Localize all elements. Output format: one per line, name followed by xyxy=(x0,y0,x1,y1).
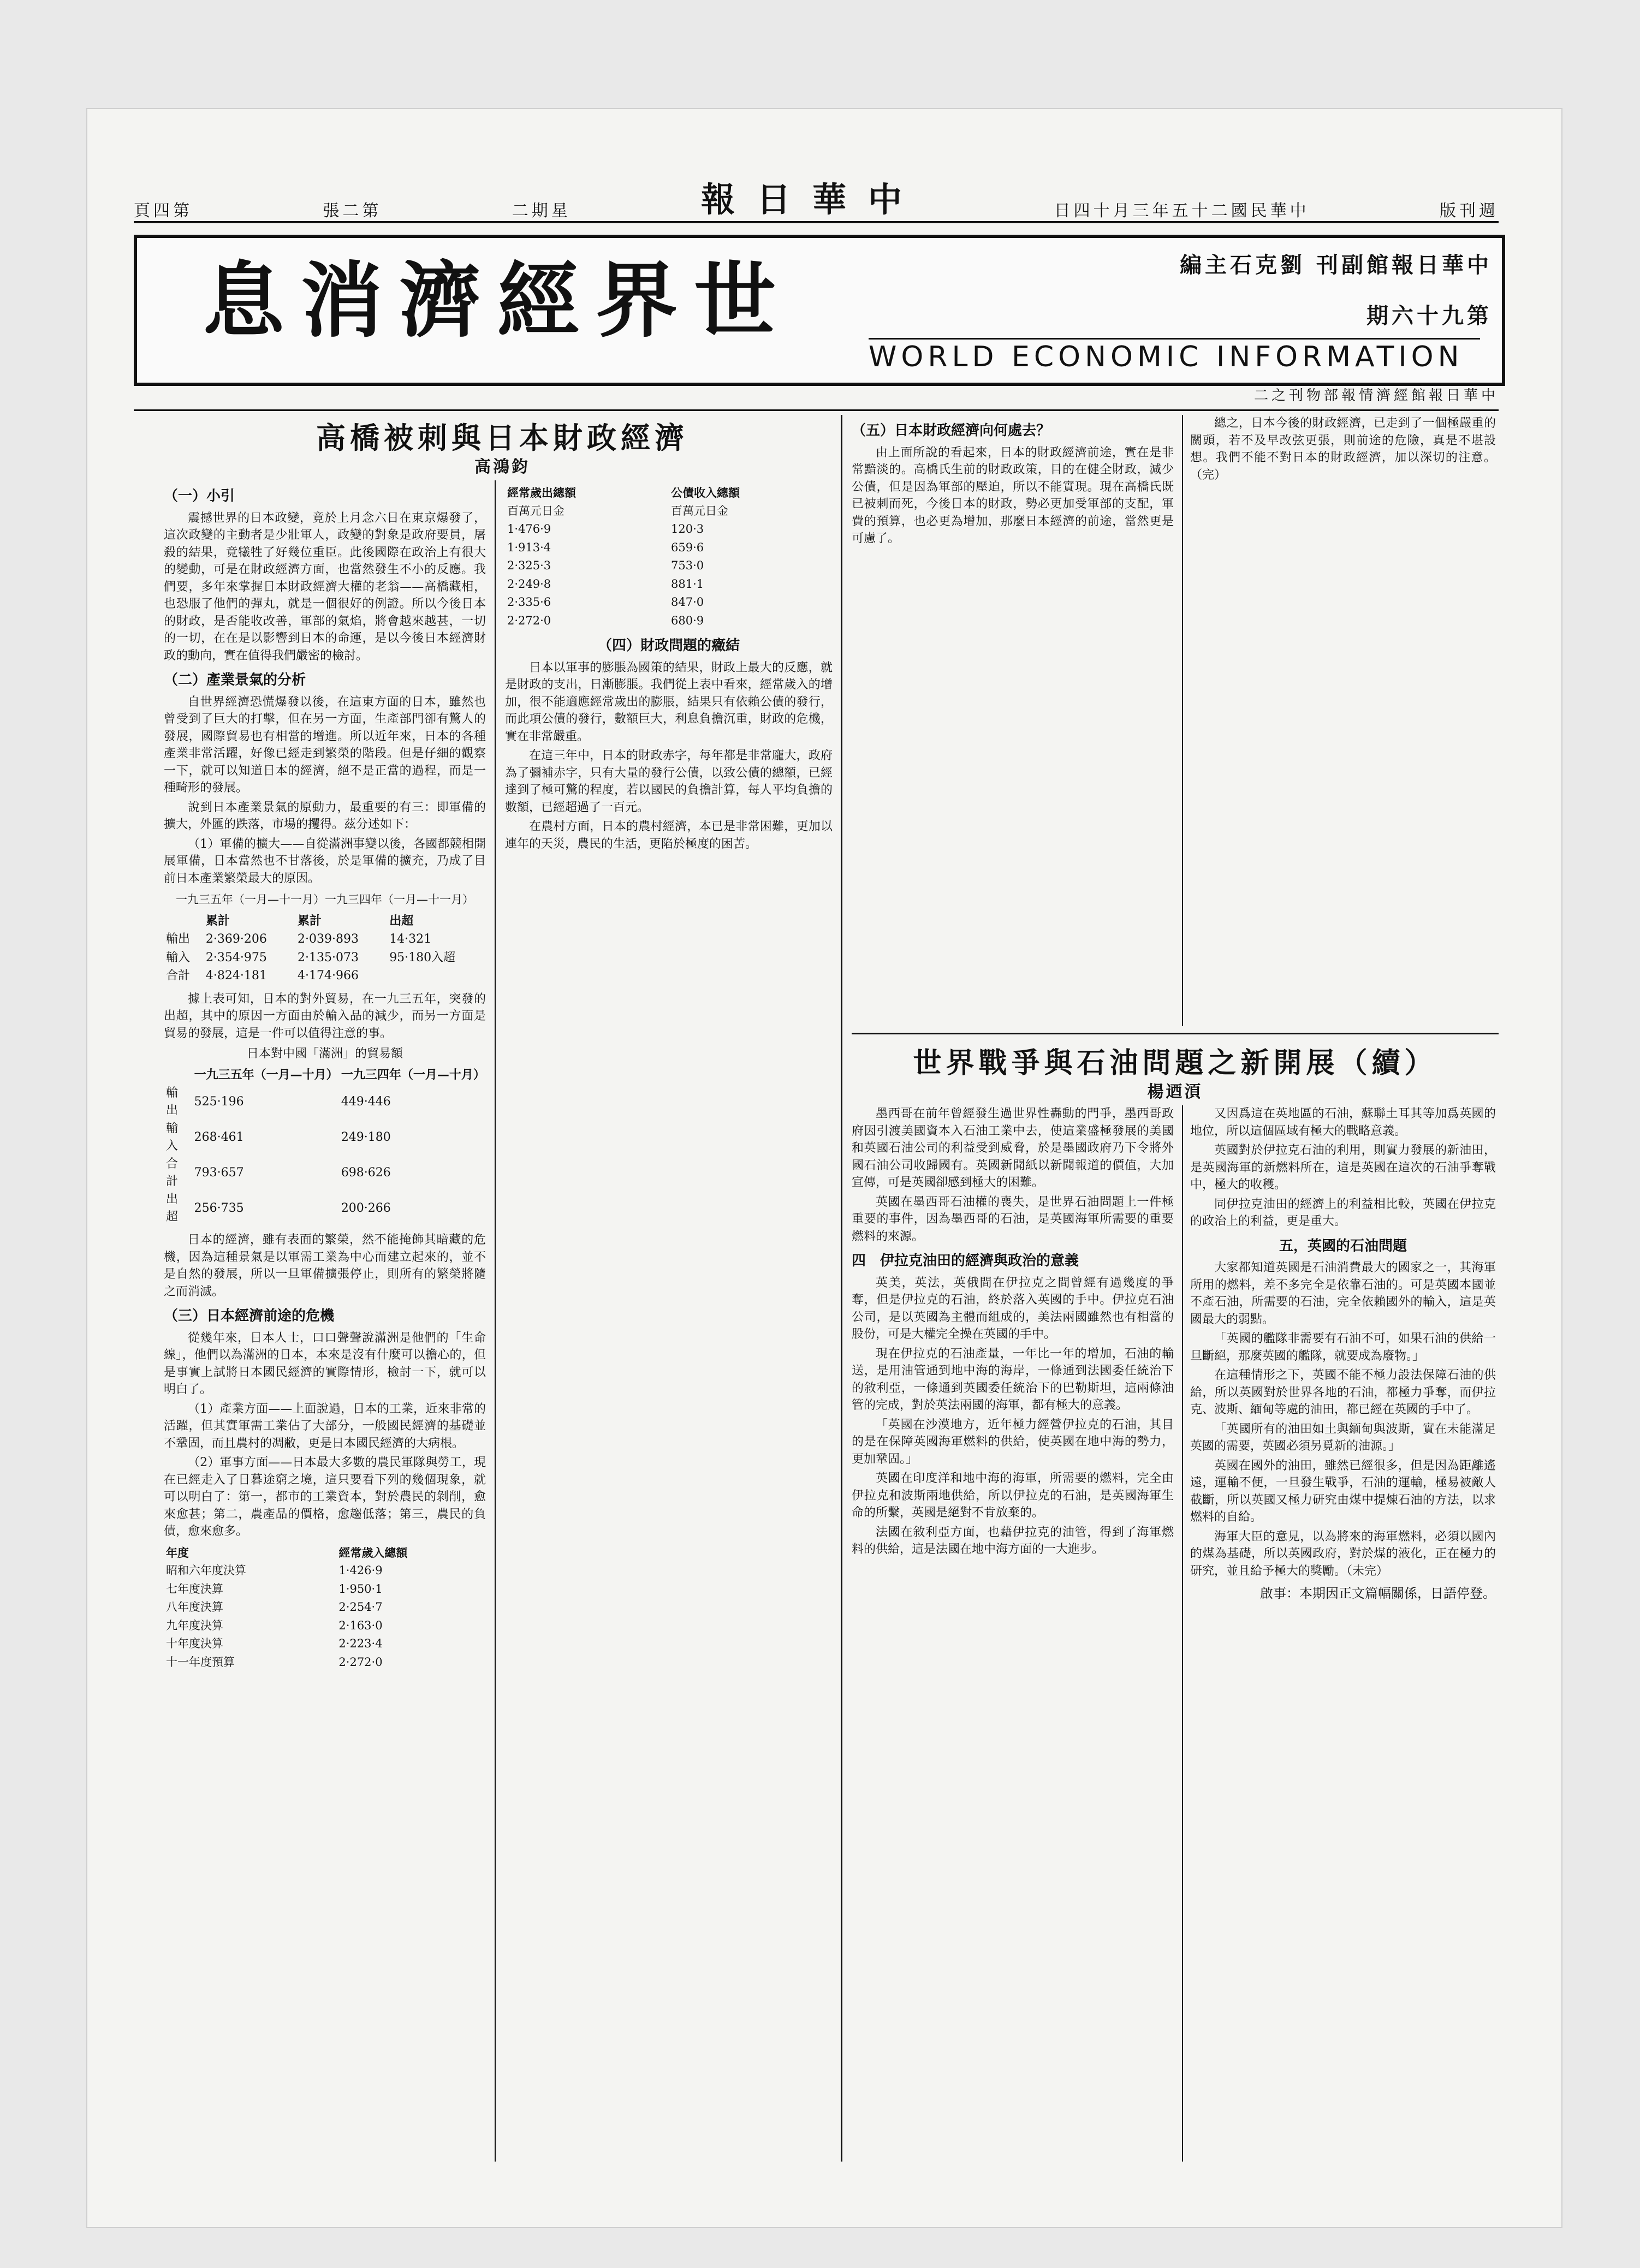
column-rule xyxy=(1182,1105,1183,2162)
table-row xyxy=(164,1617,486,1635)
table-cell: 698·626 xyxy=(341,1165,391,1180)
table-row xyxy=(164,1120,486,1155)
paragraph: 法國在敘利亞方面，也藉伊拉克的油管，得到了海軍燃料的供給，這是法國在地中海方面的一大進步。 xyxy=(852,1525,1174,1556)
table-cell: 2·325·3 xyxy=(507,559,551,572)
table-cell: 2·249·8 xyxy=(507,577,551,591)
quote: 「英國的艦隊非需要有石油不可，如果石油的供給一旦斷絕，那麼英國的艦隊，就要成為廢物。」 xyxy=(1190,1332,1496,1363)
table-cell: 百萬元日金 xyxy=(671,504,728,517)
table-header: 一九三五年（一月—十月） xyxy=(194,1067,338,1082)
trade-table xyxy=(164,912,486,985)
table-cell: 九年度決算 xyxy=(166,1618,223,1632)
table-row xyxy=(505,520,833,539)
table-cell: 249·180 xyxy=(341,1130,391,1144)
sheet-label: 張二第 xyxy=(323,201,382,221)
quote: 「英國在沙漠地方，近年極力經營伊拉克的石油，其目的是在保障英國海軍燃料的供給，使英國在地中海的勢力，更加鞏固。」 xyxy=(852,1418,1174,1466)
column-rule xyxy=(495,480,496,2162)
table-header: 經常歲出總額 xyxy=(507,486,576,499)
table-cell: 2·254·7 xyxy=(338,1600,383,1614)
table-cell: 2·369·206 xyxy=(205,932,267,946)
table-header: 經常歲入總額 xyxy=(338,1545,408,1559)
table-row xyxy=(164,1580,486,1599)
article2-title: 世界戰爭與石油問題之新開展（續） xyxy=(913,1046,1437,1080)
section-rule xyxy=(852,1033,1499,1034)
table-row xyxy=(164,1653,486,1672)
paragraph: 在這種情形之下，英國不能不極力設法保障石油的供給，所以英國對於世界各地的石油，都極力爭奪，而伊拉克、波斯、緬甸等處的油田，都已經在英國的手中了。 xyxy=(1190,1368,1496,1416)
budget-table-continued xyxy=(505,484,833,630)
section-heading: （五）日本財政經濟向何處去？ xyxy=(852,422,1051,439)
table-row xyxy=(164,1635,486,1653)
table-cell: 14·321 xyxy=(389,932,432,946)
paragraph: （2）軍事方面——日本最大多數的農民軍隊與勞工，現在已經走入了日暮途窮之境，這只要看下列的幾個現象，就可以明白了：第一，都市的工業資本，對於農民的剝削，愈來愈甚；第二，農產品的價格，愈趨低落；第三，農民的負債，愈來愈多。 xyxy=(164,1456,486,1538)
section-heading: （三）日本經濟前途的危機 xyxy=(164,1308,335,1324)
table-cell: 2·272·0 xyxy=(338,1655,383,1669)
date-line: 日四十月三年五十二國民華中 xyxy=(1054,201,1310,221)
paragraph: 在農村方面，日本的農村經濟，本已是非常困難，更加以連年的天災，農民的生活，更陷於極度的困苦。 xyxy=(505,820,833,851)
table-cell: 847·0 xyxy=(671,596,704,609)
table-cell: 2·354·975 xyxy=(205,950,267,965)
table-row xyxy=(505,612,833,630)
table-cell: 八年度決算 xyxy=(166,1600,223,1614)
table-cell: 95·180入超 xyxy=(389,950,456,965)
table-cell: 輸出 xyxy=(166,932,191,946)
paragraph: 海軍大臣的意見，以為將來的海軍燃料，必須以國內的煤為基礎，所以英國政府，對於煤的液化，正在極力的研究，並且給予極大的獎勵。（未完） xyxy=(1190,1529,1496,1578)
table-cell: 昭和六年度決算 xyxy=(166,1564,246,1577)
paragraph: 現在伊拉克的石油產量，一年比一年的增加，石油的輸送，是用油管通到地中海的海岸，一條通到法國委任統治下的敘利亞，一條通到英國委任統治下的巴勒斯坦，這兩條油管的完成，對於英法兩國的海軍，都有極大的意義。 xyxy=(852,1347,1174,1412)
paragraph: 英國對於伊拉克石油的利用，則實力發展的新油田，是英國海軍的新燃料所在，這是英國在這次的石油爭奪戰中，極大的收穫。 xyxy=(1190,1144,1496,1192)
table-header xyxy=(164,1066,192,1085)
table-row xyxy=(164,1190,486,1226)
paragraph: 英國在國外的油田，雖然已經很多，但是因為距離遙遠，運輸不便，一旦發生戰爭，石油的運輸，極易被敵人截斷，所以英國又極力研究由煤中提煉石油的方法，以求燃料的自給。 xyxy=(1190,1459,1496,1524)
banner-info xyxy=(1044,248,1492,330)
paragraph: 日本的經濟，雖有表面的繁榮，然不能掩飾其暗藏的危機，因為這種景氣是以軍需工業為中心而建立起來的，並不是自然的發展，所以一旦軍備擴張停止，則所有的繁榮將隨之而消滅。 xyxy=(164,1233,486,1299)
table-header: 公債收入總額 xyxy=(671,486,740,499)
budget-table xyxy=(164,1544,486,1672)
section-heading: （二）產業景氣的分析 xyxy=(164,672,306,688)
table-cell: 753·0 xyxy=(671,559,704,572)
paragraph: 日本以軍事的膨脹為國策的結果，財政上最大的反應，就是財政的支出，日漸膨脹。我們從上表中看來，經常歲入的增加，很不能適應經常歲出的膨脹，結果只有依賴公債的發行，而此項公債的發行，數額巨大，利息負擔沉重，財政的危機，實在非常嚴重。 xyxy=(505,660,833,743)
table-cell: 680·9 xyxy=(671,614,704,627)
table-cell: 4·824·181 xyxy=(205,969,267,983)
table-cell: 659·6 xyxy=(671,540,704,554)
notice: 啟事：本期因正文篇幅關係，日語停登。 xyxy=(1260,1586,1496,1601)
weekday-label: 二期星 xyxy=(512,201,571,221)
table-header: 累計 xyxy=(205,913,230,928)
table-cell: 1·476·9 xyxy=(507,522,551,535)
table-cell: 200·266 xyxy=(341,1201,391,1215)
table-cell: 合計 xyxy=(166,969,191,983)
manchuria-trade-table xyxy=(164,1066,486,1227)
issue-number: 期六十九第 xyxy=(1366,303,1492,329)
paragraph: 震撼世界的日本政變，竟於上月念六日在東京爆發了，這次政變的主動者是少壯軍人，政變的對象是政府要員，屠殺的結果，竟犧牲了好幾位重臣。此後國際在政治上有很大的變動，可是在財政經濟方面，也當然發生不小的反應。我們要，多年來掌握日本財政經濟大權的老翁——高橋藏相，也恐服了他們的彈丸，就是一個很好的例證。所以今後日本的財政，是否能收改善，軍部的氣焰，將會越來越甚，一切的一切，在在是以影響到日本的命運，是以今後日本經濟財政的動向，實在值得我們嚴密的檢討。 xyxy=(164,511,486,663)
article1-title: 高橋被刺與日本財政經濟 xyxy=(316,420,688,455)
article1-column-4 xyxy=(1190,415,1496,1026)
quote: 「英國所有的油田如土與緬甸與波斯，實在未能滿足英國的需要，英國必須另覓新的油源。」 xyxy=(1190,1422,1496,1453)
table-row xyxy=(164,1562,486,1580)
section-heading: （一）小引 xyxy=(164,488,235,504)
table-cell: 881·1 xyxy=(671,577,704,591)
paragraph: （1）軍備的擴大——自從滿洲事變以後，各國都競相開展軍備，日本當然也不甘落後，於是軍備的擴充，乃成了目前日本產業繁榮最大的原因。 xyxy=(164,837,486,885)
table-cell: 2·223·4 xyxy=(338,1637,383,1650)
paragraph: 總之，日本今後的財政經濟，已走到了一個極嚴重的關頭，若不及早改弦更張，則前途的危險，真是不堪設想。我們不能不對日本的財政經濟，加以深切的注意。（完） xyxy=(1190,416,1496,482)
table-row xyxy=(164,967,486,985)
article1-author: 高鴻鈞 xyxy=(474,457,530,477)
table-cell: 輸入 xyxy=(166,950,191,965)
table-header: 一九三四年（一月—十月） xyxy=(341,1067,485,1082)
paragraph: 同伊拉克油田的經濟上的利益相比較，英國在伊拉克的政治上的利益，更是重大。 xyxy=(1190,1197,1496,1228)
table-cell: 120·3 xyxy=(671,522,704,535)
article1-column-2 xyxy=(505,480,833,2162)
article2-column-2 xyxy=(1190,1105,1496,2162)
paragraph: 英國在墨西哥石油權的喪失，是世界石油問題上一件極重要的事件，因為墨西哥的石油，是英國海軍所需要的重要燃料的來源。 xyxy=(852,1195,1174,1243)
table-cell: 出超 xyxy=(166,1193,179,1224)
table-row xyxy=(164,1084,486,1120)
table-cell: 十年度決算 xyxy=(166,1637,223,1650)
table-cell: 525·196 xyxy=(194,1094,244,1109)
table-row xyxy=(505,557,833,575)
paragraph: 大家都知道英國是石油消費最大的國家之一，其海軍所用的燃料，差不多完全是依靠石油的。可是英國本國並不產石油，所需要的石油，完全依賴國外的輸入，這是英國最大的弱點。 xyxy=(1190,1261,1496,1326)
table-cell: 793·657 xyxy=(194,1165,244,1180)
table-row xyxy=(164,1155,486,1190)
table-cell: 百萬元日金 xyxy=(507,504,565,517)
table-header xyxy=(164,912,204,931)
section-title: 息消濟經界世 xyxy=(203,253,793,349)
paragraph: 據上表可知，日本的對外貿易，在一九三五年，突發的出超，其中的原因一方面由於輸入品的減少，而另一方面是貿易的發展，這是一件可以值得注意的事。 xyxy=(164,992,486,1040)
table-row xyxy=(164,1598,486,1617)
table-header: 累計 xyxy=(298,913,322,928)
paragraph: 自世界經濟恐慌爆發以後，在這東方面的日本，雖然也曾受到了巨大的打擊，但在另一方面，生產部門卻有驚人的發展，國際貿易也有相當的增進。所以近年來，日本的各種產業非常活躍，好像已經走到繁榮的階段。但是仔細的觀察一下，就可以知道日本的經濟，絕不是正當的過程，而是一種畸形的發展。 xyxy=(164,695,486,795)
table-cell xyxy=(387,967,486,985)
article2-column-1 xyxy=(852,1105,1174,2162)
table-cell: 1·950·1 xyxy=(338,1582,383,1596)
section-heading: 五，英國的石油問題 xyxy=(1279,1237,1407,1254)
table-cell: 2·335·6 xyxy=(507,596,551,609)
table-row xyxy=(505,593,833,612)
article2-author: 楊迺湏 xyxy=(1147,1082,1203,1102)
table-row xyxy=(164,949,486,967)
table-cell: 輸出 xyxy=(166,1086,179,1117)
paragraph: 說到日本產業景氣的原動力，最重要的有三：即軍備的擴大，外匯的跌落，市場的攫得。茲分述如下： xyxy=(164,800,486,831)
table-cell: 合計 xyxy=(166,1157,179,1188)
table-cell: 七年度決算 xyxy=(166,1582,223,1596)
section-heading: （四）財政問題的癥結 xyxy=(597,638,740,654)
table-header: 出超 xyxy=(389,913,414,928)
table-row xyxy=(505,575,833,594)
paragraph: 英美，英法，英俄間在伊拉克之間曾經有過幾度的爭奪，但是伊拉克的石油，終於落入英國的手中。伊拉克石油公司，是以英國為主體而組成的，美法兩國雖然也有相當的股份，可是大權完全操在英國的手中。 xyxy=(852,1276,1174,1341)
page-label: 頁四第 xyxy=(134,201,193,221)
table-cell: 449·446 xyxy=(341,1094,391,1109)
table-caption: 日本對中國「滿洲」的貿易額 xyxy=(246,1047,403,1061)
table-cell: 2·135·073 xyxy=(298,950,359,965)
paragraph: 墨西哥在前年曾經發生過世界性轟動的門爭，墨西哥政府因引渡美國資本入石油工業中去，使這業盛極發展的美國和英國石油公司的利益受到威脅，於是墨國政府乃下令將外國石油公司收歸國有。英國新聞紙以新聞報道的價值，大加宣傳，可是英國卻感到極大的困難。 xyxy=(852,1107,1174,1189)
paragraph: 從幾年來，日本人士，口口聲聲說滿洲是他們的「生命線」，他們以為滿洲的日本，本來是沒有什麼可以擔心的，但是事實上試將日本國民經濟的實際情形，檢討一下，就可以明白了。 xyxy=(164,1331,486,1396)
paragraph: 在這三年中，日本的財政赤字，每年都是非常龐大，政府為了彌補赤字，只有大量的發行公債，以致公債的總額，已經達到了極可驚的程度，若以國民的負擔計算，每人平均負擔的數額，已經超過了一百元。 xyxy=(505,749,833,814)
table-cell: 4·174·966 xyxy=(298,969,359,983)
table-cell: 2·272·0 xyxy=(507,614,551,627)
table-row xyxy=(505,539,833,557)
table-row xyxy=(505,502,833,521)
subtitle-line: 二之刊物部報情濟經館報日華中 xyxy=(134,382,1499,411)
table-cell: 268·461 xyxy=(194,1130,244,1144)
column-rule xyxy=(1182,415,1183,1026)
paper-name: 報日華中 xyxy=(701,180,924,219)
paragraph: 英國在印度洋和地中海的海軍，所需要的燃料，完全由伊拉克和波斯兩地供給，所以伊拉克的石油，是英國海軍生命的所繫，英國是絕對不肯放棄的。 xyxy=(852,1472,1174,1520)
article1-column-3 xyxy=(852,415,1174,1026)
table-caption: 一九三五年（一月—十一月）一九三四年（一月—十一月） xyxy=(176,893,474,906)
article1-column-1 xyxy=(164,480,486,2162)
paragraph: （1）產業方面——上面說過，日本的工業，近來非常的活躍，但其實軍需工業佔了大部分，一般國民經濟的基礎並不鞏固，而且農村的凋敝，更是日本國民經濟的大病根。 xyxy=(164,1402,486,1450)
table-cell: 1·913·4 xyxy=(507,540,551,554)
table-header: 年度 xyxy=(166,1545,189,1559)
section-heading: 四 伊拉克油田的經濟與政治的意義 xyxy=(852,1253,1079,1269)
table-cell: 十一年度預算 xyxy=(166,1655,235,1669)
column-rule xyxy=(841,415,842,2162)
table-cell: 2·163·0 xyxy=(338,1618,383,1632)
section-banner xyxy=(134,235,1505,386)
edition-label: 版刊週 xyxy=(1439,201,1499,221)
paragraph: 又因爲這在英地區的石油，蘇聯土耳其等加爲英國的地位，所以這個區域有極大的戰略意義。 xyxy=(1190,1107,1496,1138)
english-title: WORLD ECONOMIC INFORMATION xyxy=(869,338,1480,372)
editor-line: 編主石克劉 刊副館報日華中 xyxy=(1180,252,1492,278)
table-cell: 2·039·893 xyxy=(298,932,359,946)
table-row xyxy=(164,930,486,949)
table-cell: 輸入 xyxy=(166,1122,179,1153)
table-cell: 256·735 xyxy=(194,1201,244,1215)
paragraph: 由上面所說的看起來，日本的財政經濟前途，實在是非常黯淡的。高橋氏生前的財政政策，目的在健全財政，減少公債，但是因為軍部的壓迫，所以不能實現。現在高橋氏既已被刺而死，今後日本的財政，勢必更加受軍部的支配，軍費的預算，也必更為增加，那麼日本經濟的前途，當然更是可慮了。 xyxy=(852,445,1174,545)
masthead-line xyxy=(134,180,1499,223)
table-cell: 1·426·9 xyxy=(338,1564,383,1577)
